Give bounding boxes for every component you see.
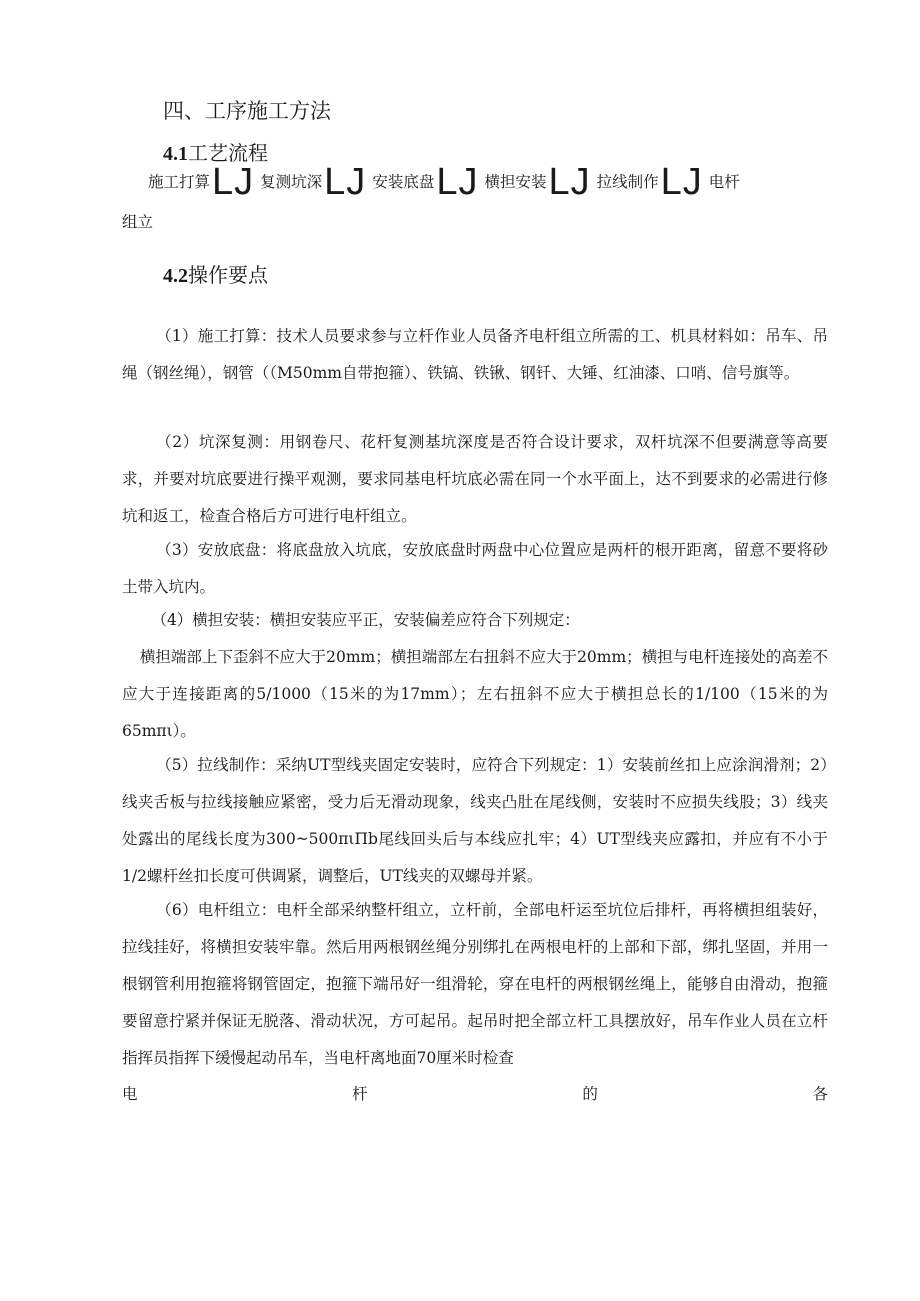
points-heading-number: 4.2: [163, 265, 188, 287]
flow-step: 施工打算: [148, 173, 211, 191]
paragraph-pole-erection: （6）电杆组立：电杆全部采纳整杆组立，立杆前，全部电杆运至坑位后排杆，再将横担组装好，拉线挂好，将横担安装牢靠。然后用两根钢丝绳分别绑扎在两根电杆的上部和下部，绑扎坚固，并用一根钢管利用抱箍将钢管固定，抱箍下端吊好一组滑轮，穿在电杆的两根钢丝绳上，能够自由滑动，抱箍要留意拧紧并保证无脱落、滑动状况，方可起吊。起吊时把全部立杆工具摆放好，吊车作业人员在立杆指挥员指挥下缓慢起动吊车，当电杆离地面70厘米时检查: [122, 901, 828, 1067]
paragraph-pit-depth: （2）坑深复测：用钢卷尺、花杆复测基坑深度是否符合设计要求，双杆坑深不但要满意等高要求，并要对坑底要进行操平观测，要求同基电杆坑底必需在同一个水平面上，达不到要求的必需进行修坑和返工，检查合格后方可进行电杆组立。: [122, 433, 828, 525]
flow-arrow-icon: LJ: [436, 161, 479, 203]
flow-step: 复测坑深: [260, 173, 323, 191]
last-line-char: 的: [582, 1085, 598, 1103]
points-heading: [163, 260, 268, 291]
paragraph-crossarm-tolerance: 横担端部上下歪斜不应大于20mm；横担端部左右扭斜不应大于20mm；横担与电杆连接处的高差不应大于连接距离的5/1000（15米的为17mm）；左右扭斜不应大于横担总长的1/100（15米的为65mπι）。: [122, 648, 828, 740]
flow-step: 拉线制作: [596, 173, 659, 191]
justified-last-line: [122, 1079, 828, 1109]
flow-step: 安装底盘: [372, 173, 435, 191]
flow-arrow-icon: LJ: [212, 161, 255, 203]
flow-heading-text: 工艺流程: [188, 141, 268, 165]
flow-arrow-icon: LJ: [548, 161, 591, 203]
flow-step-continuation: 组立: [122, 213, 154, 231]
last-line-char: 杆: [352, 1085, 368, 1103]
last-line-char: 各: [812, 1085, 828, 1103]
flow-arrow-icon: LJ: [324, 161, 367, 203]
process-flow: [148, 161, 828, 203]
last-line-char: 电: [122, 1085, 138, 1103]
paragraph-guy-wire: （5）拉线制作：采纳UT型线夹固定安装时，应符合下列规定：1）安装前丝扣上应涂润滑剂；2）线夹舌板与拉线接触应紧密，受力后无滑动现象，线夹凸肚在尾线侧，安装时不应损失线股；3）线夹处露出的尾线长度为300~500πιΠb尾线回头后与本线应扎牢；4）UT型线夹应露扣，并应有不小于1/2螺杆丝扣长度可供调紧，调整后，UT线夹的双螺母并紧。: [122, 756, 828, 885]
flow-step: 电杆: [708, 173, 740, 191]
flow-step: 横担安装: [484, 173, 547, 191]
flow-arrow-icon: LJ: [660, 161, 703, 203]
points-heading-text: 操作要点: [188, 263, 268, 287]
paragraph-base-plate: （3）安放底盘：将底盘放入坑底，安放底盘时两盘中心位置应是两杆的根开距离，留意不要将砂土带入坑内。: [122, 541, 828, 596]
paragraph-preparation: （1）施工打算：技术人员要求参与立杆作业人员备齐电杆组立所需的工、机具材料如：吊车、吊绳（钢丝绳），钢管（（M50mm自带抱箍）、铁镐、铁锹、钢钎、大锤、红油漆、口哨、信号旗等。: [122, 327, 828, 382]
section-title: 四、工序施工方法: [163, 99, 331, 123]
paragraph-crossarm: （4）横担安装：横担安装应平正，安装偏差应符合下列规定：: [151, 611, 580, 629]
flow-heading-number: 4.1: [163, 143, 188, 165]
